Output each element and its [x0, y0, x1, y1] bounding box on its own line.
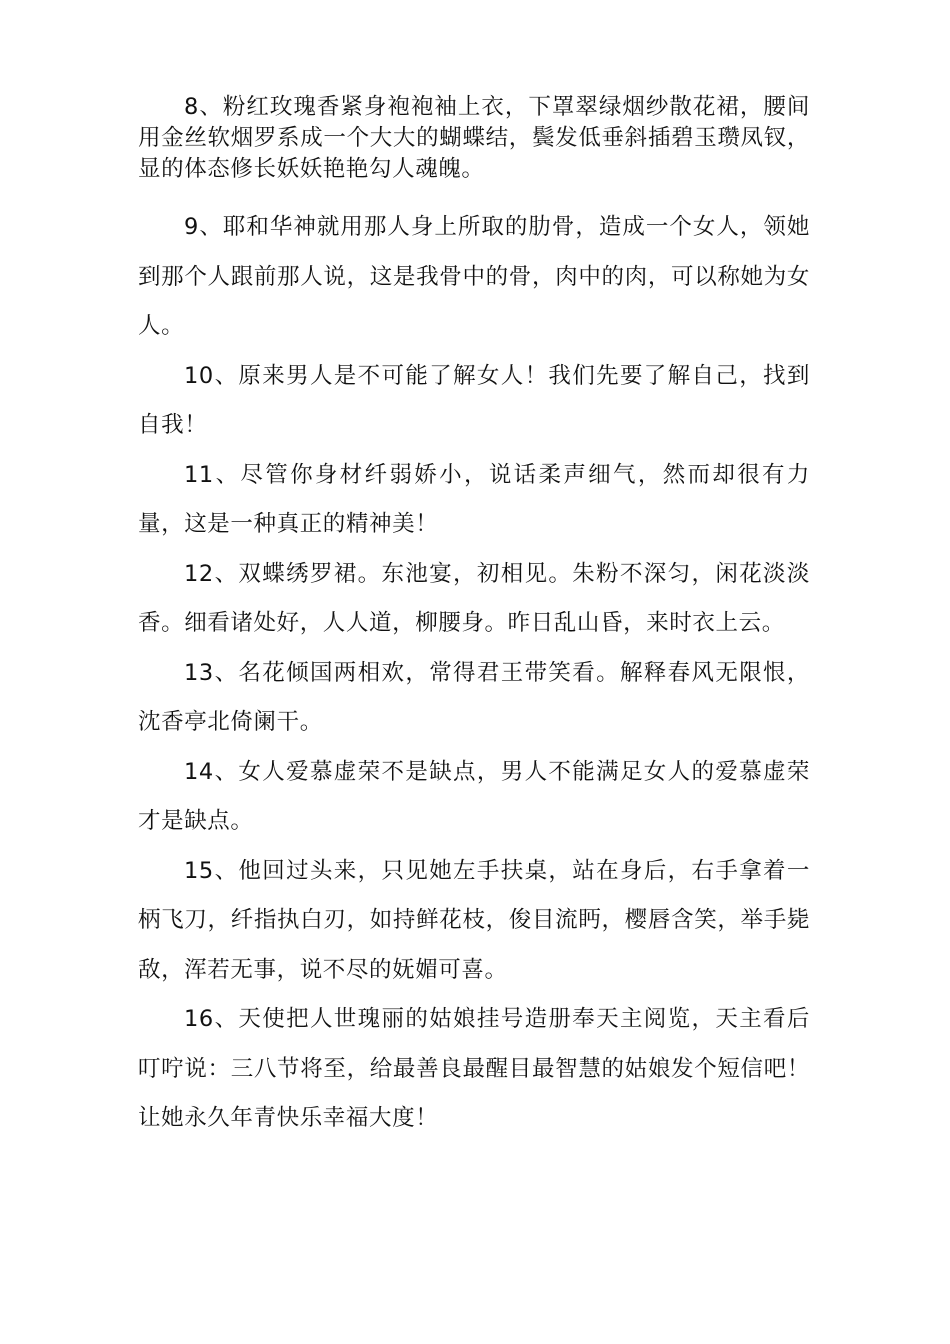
paragraph-13: 13、名花倾国两相欢，常得君王带笑看。解释春风无限恨，沈香亭北倚阑干。 [138, 659, 810, 735]
paragraph-16: 16、天使把人世瑰丽的姑娘挂号造册奉天主阅览，天主看后叮咛说：三八节将至，给最善良最醒目最智慧的姑娘发个短信吧！让她永久年青快乐幸福大度！ [138, 1006, 810, 1131]
paragraph-8: 8、粉红玫瑰香紧身袍袍袖上衣，下罩翠绿烟纱散花裙，腰间用金丝软烟罗系成一个大大的蝴蝶结，鬓发低垂斜插碧玉瓒凤钗，显的体态修长妖妖艳艳勾人魂魄。 [138, 94, 810, 182]
paragraph-15: 15、他回过头来，只见她左手扶桌，站在身后，右手拿着一柄飞刀，纤指执白刃，如持鲜花枝，俊目流眄，樱唇含笑，举手毙敌，浑若无事，说不尽的妩媚可喜。 [138, 857, 810, 983]
paragraph-9: 9、耶和华神就用那人身上所取的肋骨，造成一个女人，领她到那个人跟前那人说，这是我骨中的骨，肉中的肉，可以称她为女人。 [138, 214, 810, 339]
paragraph-11: 11、尽管你身材纤弱娇小，说话柔声细气，然而却很有力量，这是一种真正的精神美！ [138, 461, 810, 537]
paragraph-12: 12、双蝶绣罗裙。东池宴，初相见。朱粉不深匀，闲花淡淡香。细看诸处好，人人道，柳腰身。昨日乱山昏，来时衣上云。 [138, 560, 810, 636]
paragraph-10: 10、原来男人是不可能了解女人！我们先要了解自己，找到自我！ [138, 362, 810, 438]
document-body [138, 92, 810, 1144]
paragraph-14: 14、女人爱慕虚荣不是缺点，男人不能满足女人的爱慕虚荣才是缺点。 [138, 758, 810, 834]
